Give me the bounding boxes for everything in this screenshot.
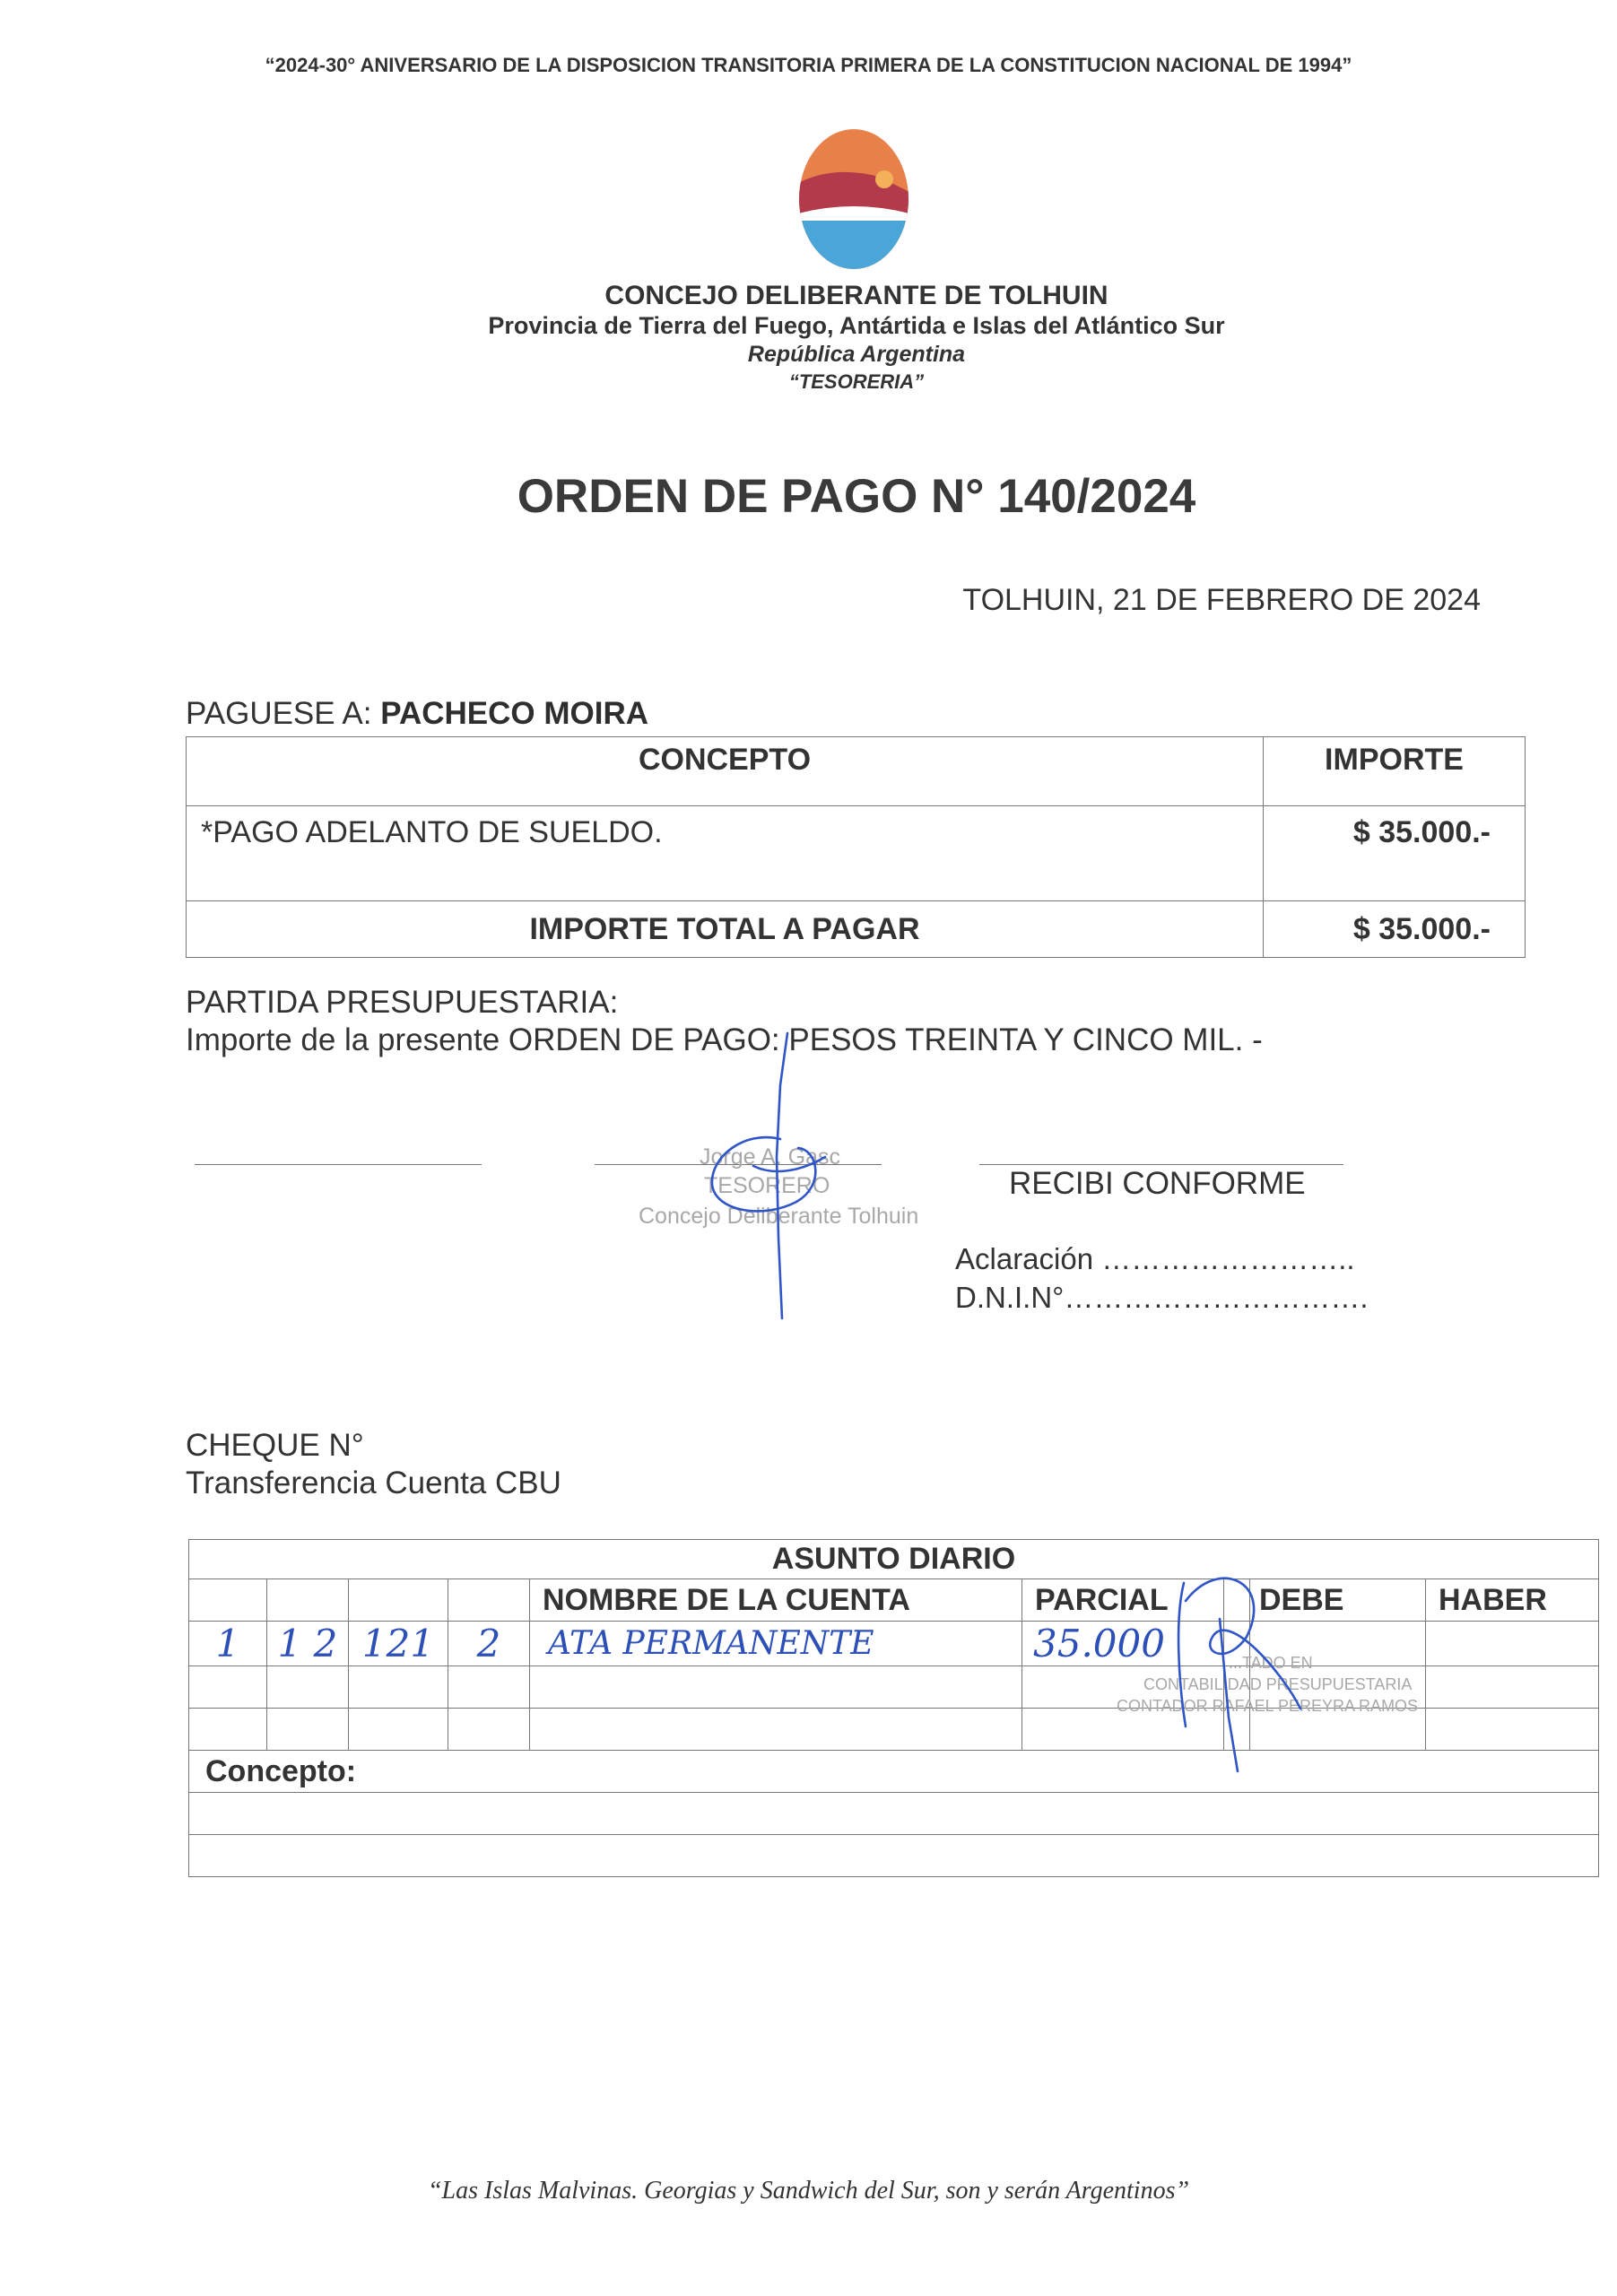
- stamp-treasurer-name: Jorge A. Gasc: [700, 1144, 841, 1170]
- account-name-value: ATA PERMANENTE: [530, 1622, 1022, 1666]
- concept-table: [186, 736, 1526, 958]
- signature-line-1: [195, 1164, 482, 1165]
- transfer-label: Transferencia Cuenta CBU: [186, 1465, 561, 1500]
- total-row: [187, 901, 1526, 958]
- account-name-header: NOMBRE DE LA CUENTA: [530, 1579, 1022, 1622]
- org-name: CONCEJO DELIBERANTE DE TOLHUIN: [604, 281, 1108, 310]
- payee-label: PAGUESE A:: [186, 696, 372, 731]
- page-title: ORDEN DE PAGO N° 140/2024: [517, 470, 1196, 523]
- total-amount: $ 35.000.-: [1264, 901, 1526, 958]
- treasurer-signature: [691, 1031, 870, 1327]
- recibi-conforme-label: RECIBI CONFORME: [1009, 1166, 1306, 1201]
- budget-label: PARTIDA PRESUPUESTARIA:: [186, 985, 619, 1020]
- accounting-stamp-1: ...TADO EN: [1229, 1654, 1313, 1672]
- org-province: Provincia de Tierra del Fuego, Antártida e Islas del Atlántico Sur: [488, 312, 1225, 339]
- concept-cell: *PAGO ADELANTO DE SUELDO.: [187, 806, 1264, 901]
- stamp-treasurer-title: TESORERO: [704, 1173, 830, 1198]
- accountant-signature: [1166, 1565, 1318, 1780]
- org-country: República Argentina: [747, 342, 966, 367]
- code-1: 1: [189, 1622, 267, 1666]
- table-row: [189, 1622, 1599, 1666]
- journal-concept-label: Concepto:: [189, 1751, 1599, 1793]
- concept-header: CONCEPTO: [187, 737, 1264, 806]
- code-3: 121: [349, 1622, 448, 1666]
- journal-title: ASUNTO DIARIO: [189, 1540, 1599, 1579]
- concept-table-header: [187, 737, 1526, 806]
- parcial-header: PARCIAL: [1022, 1579, 1224, 1622]
- dni-label: D.N.I.N°………………………….: [955, 1281, 1369, 1314]
- journal-header-row: [189, 1579, 1599, 1622]
- org-department: “TESORERIA”: [788, 370, 925, 393]
- debe-header: DEBE: [1250, 1579, 1426, 1622]
- amount-in-words: Importe de la presente ORDEN DE PAGO: PESOS TREINTA Y CINCO MIL. -: [186, 1022, 1263, 1057]
- table-row: [189, 1835, 1599, 1877]
- table-row: [187, 806, 1526, 901]
- aclaracion-label: Aclaración ……………………..: [955, 1242, 1355, 1275]
- signature-line-3: [979, 1164, 1343, 1165]
- journal-title-row: [189, 1540, 1599, 1579]
- accounting-stamp-2: CONTABILIDAD PRESUPUESTARIA: [1143, 1675, 1413, 1693]
- code-2: 1 2: [267, 1622, 349, 1666]
- header-motto: “2024-30° ANIVERSARIO DE LA DISPOSICION TRANSITORIA PRIMERA DE LA CONSTITUCION NACIONAL DE 1994”: [265, 54, 1352, 76]
- code-4: 2: [448, 1622, 530, 1666]
- footer-motto: “Las Islas Malvinas. Georgias y Sandwich del Sur, son y serán Argentinos”: [427, 2177, 1190, 2205]
- accounting-stamp-3: CONTADOR RAFAEL PEREYRA RAMOS: [1117, 1697, 1419, 1715]
- concept-label-row: [189, 1751, 1599, 1793]
- document-date: TOLHUIN, 21 DE FEBRERO DE 2024: [962, 583, 1481, 617]
- institution-logo: [798, 127, 909, 271]
- payee-line: [186, 696, 648, 732]
- haber-header: HABER: [1426, 1579, 1599, 1622]
- amount-header: IMPORTE: [1264, 737, 1526, 806]
- amount-cell: $ 35.000.-: [1264, 806, 1526, 901]
- cheque-label: CHEQUE N°: [186, 1428, 364, 1463]
- payee-name: PACHECO MOIRA: [380, 696, 649, 731]
- stamp-treasurer-org: Concejo Deliberante Tolhuin: [639, 1204, 919, 1229]
- table-row: [189, 1793, 1599, 1835]
- total-label: IMPORTE TOTAL A PAGAR: [187, 901, 1264, 958]
- parcial-value: 35.000: [1022, 1622, 1224, 1666]
